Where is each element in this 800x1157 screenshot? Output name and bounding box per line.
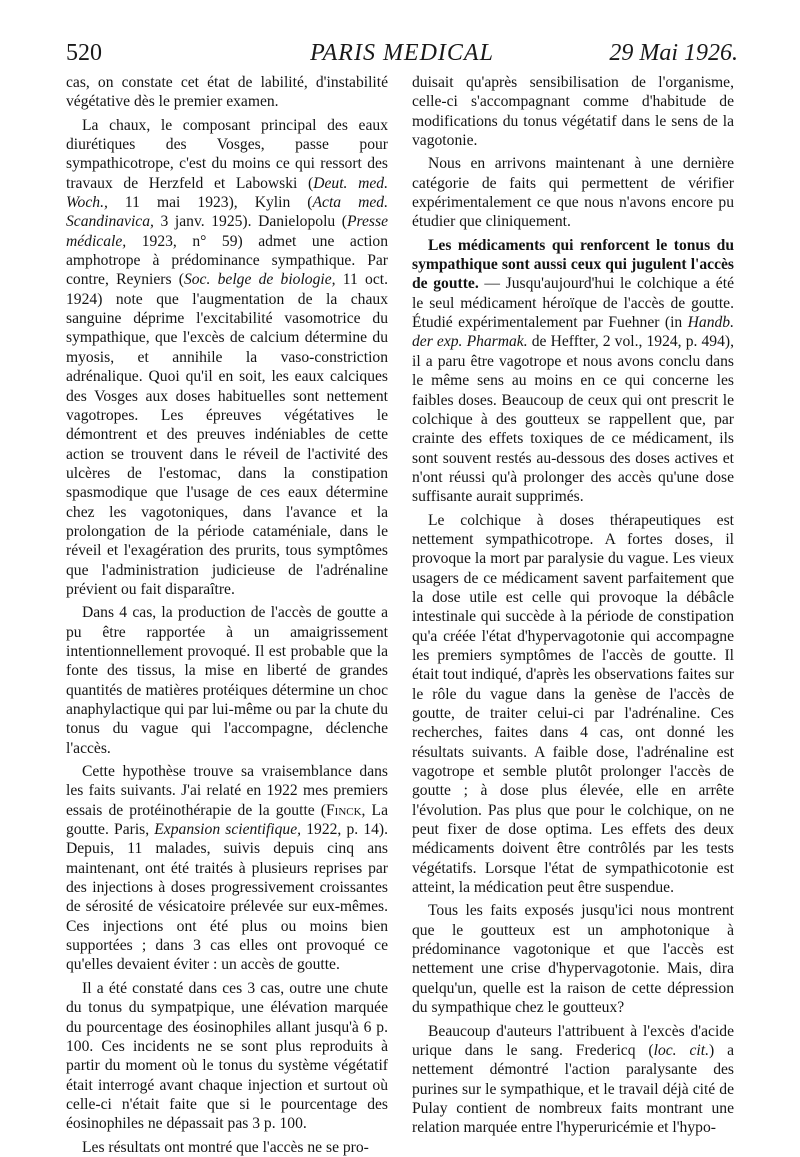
paragraph: Il a été constaté dans ces 3 cas, outre une chute du tonus du sympatpique, une élévation marquée du pourcentage des éosinophiles allant jusqu'à 6 p. 100. Ces incidents ne se sont plus reproduits à partir du moment où le tonus du système végétatif était interrogé avant chaque injection et surtout où celle-ci n'était faite que si le pourcentage des éosinophiles ne dépassait pas 3 p. 100. <box>66 979 388 1133</box>
paragraph: Les médicaments qui renforcent le tonus du sympathique sont aussi ceux qui jugulent l'accès de goutte. — Jusqu'aujourd'hui le colchique a été le seul médicament héroïque de l'accès de goutte. Étudié expérimentalement par Fuehner (in Handb. der exp. Pharmak. de Heffter, 2 vol., 1924, p. 494), il a paru être vagotrope et nous avons conclu dans le même sens au moins en ce qui concerne les faibles doses. Beaucoup de ceux qui ont prescrit le colchique à des goutteux se rappellent que, par crainte des effets toxiques de ce médicament, ils sont souvent restés au-dessous des doses actives et n'ont réussi qu'à prolonger des accès qu'une dose suffisante aurait supprimés. <box>412 236 734 506</box>
paragraph: Le colchique à doses thérapeutiques est nettement sympathicotrope. A fortes doses, il provoque la mort par paralysie du vague. Les vieux usagers de ce médicament savent parfaitement que la dose utile est celle qui provoque la débâcle intestinale qui succède à la période de constipation qu'a créée l'état d'hypervagotonie qui accompagne les premiers symptômes de l'accès de goutte. Il était tout indiqué, d'après les observations faites sur le rôle du vague dans la genèse de l'accès de goutte, de traiter celui-ci par l'adrénaline. Ces recherches, faites dans 4 cas, ont donné les résultats suivants. A faible dose, l'adrénaline est vagotrope et semble plutôt prolonger l'accès de goutte ; à dose plus élevée, elle en arrête l'évolution. Pas plus que pour le colchique, on ne peut fixer de dose optima. Les effets des deux médicaments doivent être contrôlés par les tests végétatifs. Lorsque l'état de sympathicotonie est atteint, la médication peut être suspendue. <box>412 511 734 897</box>
page-number: 520 <box>66 40 102 66</box>
paragraph: Beaucoup d'auteurs l'attribuent à l'excès d'acide urique dans le sang. Fredericq (loc. cit.) a nettement démontré l'action paralysante des purines sur le sympathique, et le travail déjà cité de Pulay contient de nombreux faits montrant une relation marquée entre l'hyperuricémie et l'hypo- <box>412 1022 734 1137</box>
journal-title: PARIS MEDICAL <box>310 40 494 66</box>
section-heading: Les médicaments qui renforcent le tonus du sympathique sont aussi ceux qui jugulent l'accès de goutte. <box>412 236 734 293</box>
paragraph: duisait qu'après sensibilisation de l'organisme, celle-ci s'accompagnant comme d'habitude de modifications du tonus végétatif dans le sens de la vagotonie. <box>412 74 734 150</box>
left-column <box>66 73 388 1157</box>
paragraph: Dans 4 cas, la production de l'accès de goutte a pu être rapportée à un amaigrissement intentionnellement provoqué. Il est probable que la fonte des tissus, la mise en liberté de grandes quantités de matières protéiques détermine un choc anaphylactique qui par lui-même ou par la chute du tonus du vague qui l'accompagne, déclenche l'accès. <box>66 604 388 757</box>
paragraph: La chaux, le composant principal des eaux diurétiques des Vosges, passe pour sympathicotrope, c'est du moins ce qui ressort des travaux de Herzfeld et Labowski (Deut. med. Woch., 11 mai 1923), Kylin (Acta med. Scandinavica, 3 janv. 1925). Danielopolu (Presse médicale, 1923, n° 59) admet une action amphotrope à prédominance sympathique. Par contre, Reyniers (Soc. belge de biologie, 11 oct. 1924) note que l'augmentation de la chaux sanguine déprime l'excitabilité vasomotrice du sympathique, que l'excès de calcium détermine du myosis, et annihile la vaso-constriction adrénalique. Quoi qu'il en soit, les eaux calciques des Vosges aux doses habituelles sont nettement vagotropes. Les épreuves végétatives le démontrent et des preuves indéniables de cette action se trouvent dans le réveil de l'activité des ulcères de l'estomac, dans la constipation spasmodique que l'usage de ces eaux détermine chez les vagotoniques, dans l'avance et la prolongation de la période cataméniale, dans le réveil et l'exagération des prurits, tous symptômes que l'administration judicieuse de l'adrénaline prévient ou fait disparaître. <box>66 116 388 598</box>
page-header <box>66 34 738 68</box>
issue-date: 29 Mai 1926. <box>609 40 738 66</box>
right-column <box>412 73 734 1138</box>
paragraph: Nous en arrivons maintenant à une dernière catégorie de faits qui permettent de vérifier expérimentalement ce que nous n'avons encore pu étudier que cliniquement. <box>412 155 734 231</box>
paragraph: Cette hypothèse trouve sa vraisemblance dans les faits suivants. J'ai relaté en 1922 mes premiers essais de protéinothérapie de la goutte (Finck, La goutte. Paris, Expansion scientifique, 1922, p. 14). Depuis, 11 malades, suivis depuis cinq ans maintenant, ont été traités à plusieurs reprises par des injections à doses progressivement croissantes de sérosité de vésicatoire prélevée sur eux-mêmes. Ces injections ont été plus ou moins bien supportées ; dans 3 cas elles ont provoqué ce qu'elles devaient éviter : un accès de goutte. <box>66 763 388 974</box>
paragraph: Tous les faits exposés jusqu'ici nous montrent que le goutteux est un amphotonique à prédominance vagotonique et que l'accès est nettement une crise d'hypervagotonie. Mais, dira quelqu'un, quelle est la raison de cette dépression du sympathique chez le goutteux? <box>412 902 734 1017</box>
paragraph: Les résultats ont montré que l'accès ne se pro- <box>82 1138 369 1156</box>
paragraph: cas, on constate cet état de labilité, d'instabilité végétative dès le premier examen. <box>66 74 388 111</box>
